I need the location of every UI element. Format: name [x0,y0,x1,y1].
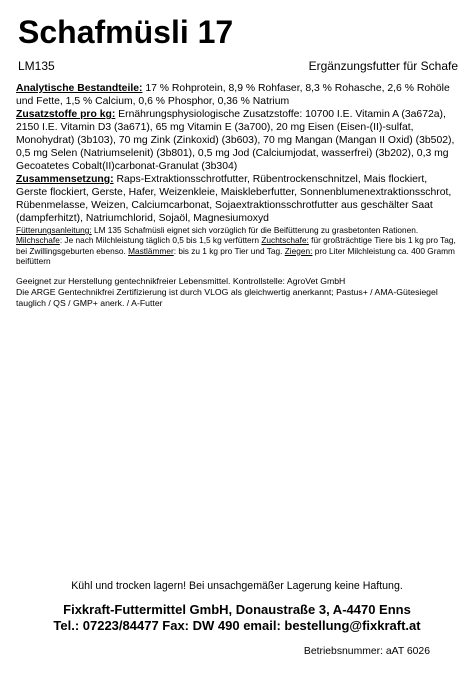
additives-text: Ernährungsphysiologische Zusatzstoffe: 10700 I.E. Vitamin A (3a672a), 2150 I.E. Vitamin D3 (3a671), 65 mg Vitamin E (3a700), 20 mg Eisen (Eisen-(II)-sulfat, Monohydrat) (3b103), 70 mg Zink (Zinkoxid) (3b603), 70 mg Mangan (Mangan II Oxid) (3b502), 0,5 mg Selen (Natriumselenit) (3b801), 0,5 mg Jod (Calciumjodat, wasserfrei) (3b202), 0,3 mg Gecoatetes Cobalt(II)carbonat-Granulat (3b304) [16,109,455,172]
analytic-text: 17 % Rohprotein, 8,9 % Rohfaser, 8,3 % Rohasche, 2,6 % Rohöle und Fette, 1,5 % Calcium, 0,6 % Phosphor, 0,36 % Natrium [16,83,450,107]
certification-line-1: Geeignet zur Herstellung gentechnikfreier Lebensmittel. Kontrollstelle: AgroVet GmbH [16,275,346,286]
additives-section [16,108,460,173]
storage-notice: Kühl und trocken lagern! Bei unsachgemäßer Lagerung keine Haftung. [71,580,403,592]
certification-line-2: Die ARGE Gentechnikfrei Zertifizierung ist durch VLOG als gleichwertig anerkannt; Pastus+ / AMA-Gütesiegel tauglich / QS / GMP+ anerk. / A-Futter [16,286,438,309]
goats-text: pro Liter Milchleistung ca. 400 Gramm beifüttern [16,245,455,267]
composition-label: Zusammensetzung: [16,174,114,185]
analytic-label: Analytische Bestandteile: [16,83,143,94]
certification-section [16,276,460,310]
goats-label: Ziegen: [284,245,313,256]
composition-section [16,173,460,225]
breeding-sheep-label: Zuchtschafe: [261,235,309,246]
feeding-section [16,225,460,267]
milk-sheep-label: Milchschafe [16,235,60,246]
label-content [16,82,460,310]
feeding-label: Fütterungsanleitung: [16,225,92,235]
product-code: LM135 [18,59,55,73]
analytic-section [16,82,460,108]
milk-sheep-text: : Je nach Milchleistung täglich 0,5 bis 1,5 kg verfüttern [59,235,262,246]
additives-label: Zusatzstoffe pro kg: [16,109,116,120]
product-title: Schafmüsli 17 [18,14,234,50]
fattening-lambs-label: Mastlämmer [128,245,174,256]
company-address: Fixkraft-Futtermittel GmbH, Donaustraße 3, A-4470 Enns [63,602,411,617]
breeding-sheep-text: für großträchtige Tiere bis 1 kg pro Tag, bei Zwillingsgeburten ebenso. [16,235,456,256]
feeding-text: LM 135 Schafmüsli eignet sich vorzüglich für die Beifütterung zu grasbetonten Rationen. [91,225,419,235]
company-contact: Tel.: 07223/84477 Fax: DW 490 email: bestellung@fixkraft.at [53,618,421,633]
operation-number: Betriebsnummer: aAT 6026 [303,646,430,657]
fattening-lambs-text: : bis zu 1 kg pro Tier und Tag. [173,245,285,256]
composition-text: Raps-Extraktionsschrotfutter, Rübentrockenschnitzel, Mais flockiert, Gerste flockiert, Gerste, Hafer, Weizenkleie, Maiskleberfutter, Sonnenblumenextraktionsschrot, Rübenmelasse, Weizen, Calciumcarbonat, Sojaextraktionsschrotfutter aus geschälter Saat (dampferhitzt), Natriumchlorid, Sojaöl, Magnesiumoxyd [16,174,452,224]
product-type: Ergänzungsfutter für Schafe [308,59,458,73]
